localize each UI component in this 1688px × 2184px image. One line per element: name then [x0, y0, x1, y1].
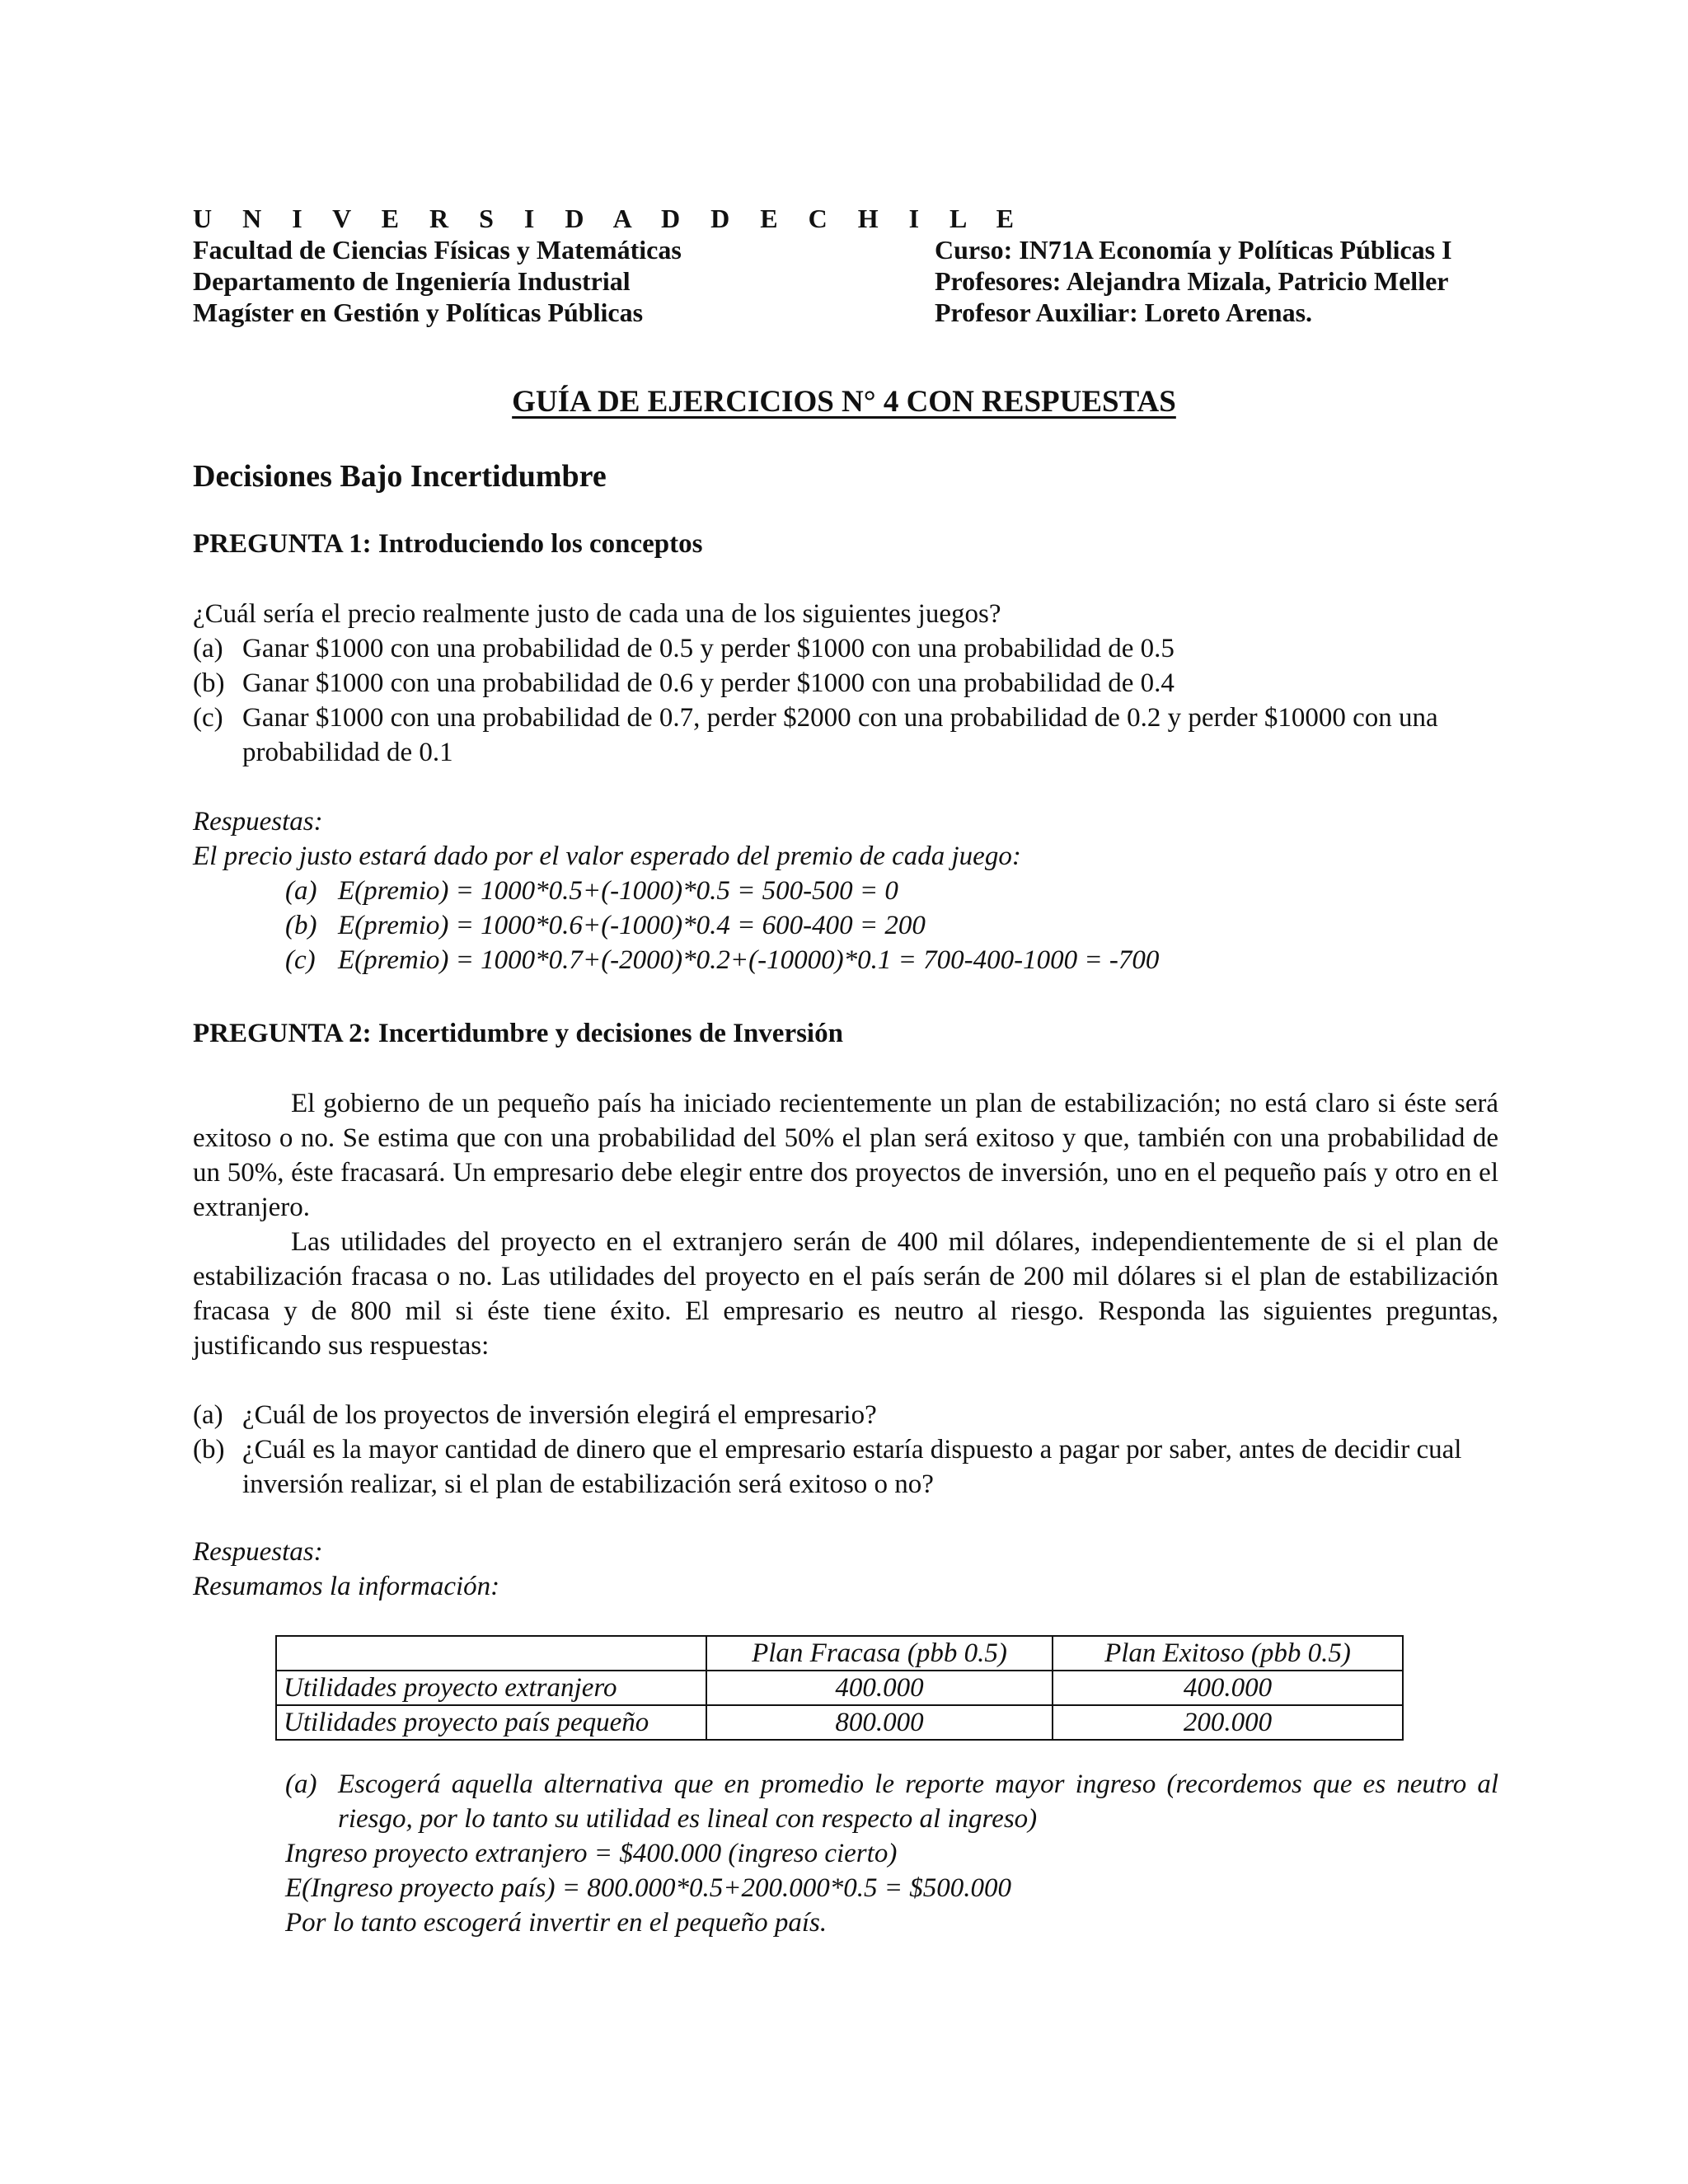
course-name: Curso: IN71A Economía y Políticas Públicas I [935, 235, 1452, 265]
section-title: Decisiones Bajo Incertidumbre [193, 459, 607, 494]
q1-item [193, 701, 1498, 770]
q1-answer-text: E(premio) = 1000*0.7+(-2000)*0.2+(-10000)*0.1 = 700-400-1000 = -700 [338, 945, 1160, 975]
q2-answer-a [193, 1767, 1498, 1940]
q1-heading: PREGUNTA 1: Introduciendo los conceptos [193, 529, 703, 559]
q1-answer-label: (b) [285, 911, 317, 940]
q2-answers-label: Respuestas: [193, 1537, 323, 1567]
table-cell: 800.000 [706, 1705, 1053, 1740]
assistant-professor: Profesor Auxiliar: Loreto Arenas. [935, 298, 1313, 327]
header-right [935, 234, 1452, 328]
q2-answers-header [193, 1535, 1498, 1604]
header-left [193, 203, 1025, 328]
q2-questions [193, 1398, 1498, 1502]
document-title: GUÍA DE EJERCICIOS N° 4 CON RESPUESTAS [512, 385, 1176, 419]
university-name: U N I V E R S I D A D D E C H I L E [193, 204, 1026, 233]
q2-calc-country: E(Ingreso proyecto país) = 800.000*0.5+200.000*0.5 = $500.000 [285, 1873, 1012, 1903]
q1-answer [285, 874, 1498, 908]
q2-item-text: ¿Cuál de los proyectos de inversión elegirá el empresario? [242, 1400, 877, 1430]
q2-calc-foreign: Ingreso proyecto extranjero = $400.000 (ingreso cierto) [285, 1839, 898, 1868]
q2-answer-a-item [285, 1767, 1498, 1836]
q1-answers-label: Respuestas: [193, 807, 323, 837]
q2-item-label: (b) [193, 1435, 225, 1465]
q1-intro: ¿Cuál sería el precio realmente justo de cada una de los siguientes juegos? [193, 599, 1001, 629]
q2-item-text: ¿Cuál es la mayor cantidad de dinero que el empresario estaría dispuesto a pagar por saber, antes de decidir cual inversión realizar, si el plan de estabilización será exitoso o no? [242, 1435, 1462, 1499]
q1-item [193, 631, 1498, 666]
q1-answers [193, 804, 1498, 977]
q2-answer-a-text: Escogerá aquella alternativa que en promedio le reporte mayor ingreso (recordemos que es neutro al riesgo, por lo tanto su utilidad es lineal con respecto al ingreso) [338, 1769, 1498, 1834]
q1-item-label: (a) [193, 634, 223, 663]
table-header-cell: Plan Fracasa (pbb 0.5) [706, 1636, 1053, 1671]
table-cell: Utilidades proyecto país pequeño [276, 1705, 706, 1740]
q2-item-label: (a) [193, 1400, 223, 1430]
table-header-cell [276, 1636, 706, 1671]
q2-conclusion: Por lo tanto escogerá invertir en el pequeño país. [285, 1908, 828, 1938]
q1-item-label: (b) [193, 668, 225, 698]
q1-answer [285, 943, 1498, 977]
table-row [276, 1671, 1403, 1705]
q1-item-text: Ganar $1000 con una probabilidad de 0.7, perder $2000 con una probabilidad de 0.2 y perder $10000 con una probabilidad de 0.1 [242, 703, 1438, 767]
q1-item-label: (c) [193, 703, 223, 733]
q1-answers-intro: El precio justo estará dado por el valor esperado del premio de cada juego: [193, 841, 1021, 871]
table-header-row [276, 1636, 1403, 1671]
q2-answer-a-wrap [193, 1767, 1498, 1940]
table-cell: 400.000 [706, 1671, 1053, 1705]
q2-answers-intro: Resumamos la información: [193, 1572, 500, 1601]
info-table [275, 1635, 1404, 1741]
q1-item [193, 666, 1498, 701]
q1-statement [193, 597, 1498, 770]
q2-answer-a-label: (a) [285, 1769, 317, 1799]
q2-paragraph-2: Las utilidades del proyecto en el extranjero serán de 400 mil dólares, independientemente de si el plan de estabilización fracasa o no. Las utilidades del proyecto en el país serán de 200 mil dólares si el plan de estabilización fracasa y de 800 mil si éste tiene éxito. El empresario es neutro al riesgo. Responda las siguientes preguntas, justificando sus respuestas: [193, 1227, 1498, 1361]
q1-answer-text: E(premio) = 1000*0.6+(-1000)*0.4 = 600-400 = 200 [338, 911, 926, 940]
table-cell: 400.000 [1053, 1671, 1403, 1705]
q1-answer-list [193, 874, 1498, 977]
q2-heading: PREGUNTA 2: Incertidumbre y decisiones de Inversión [193, 1019, 843, 1048]
department-name: Departamento de Ingeniería Industrial [193, 266, 631, 296]
faculty-name: Facultad de Ciencias Físicas y Matemáticas [193, 235, 682, 265]
program-name: Magíster en Gestión y Políticas Públicas [193, 298, 644, 327]
q1-answer [285, 908, 1498, 943]
professors: Profesores: Alejandra Mizala, Patricio Meller [935, 266, 1449, 296]
q1-answer-text: E(premio) = 1000*0.5+(-1000)*0.5 = 500-500 = 0 [338, 876, 898, 906]
table-row [276, 1705, 1403, 1740]
table-cell: Utilidades proyecto extranjero [276, 1671, 706, 1705]
q2-item [193, 1432, 1498, 1502]
table-header-cell: Plan Exitoso (pbb 0.5) [1053, 1636, 1403, 1671]
table-cell: 200.000 [1053, 1705, 1403, 1740]
q1-item-text: Ganar $1000 con una probabilidad de 0.5 y perder $1000 con una probabilidad de 0.5 [242, 634, 1175, 663]
q2-item [193, 1398, 1498, 1432]
q1-item-text: Ganar $1000 con una probabilidad de 0.6 y perder $1000 con una probabilidad de 0.4 [242, 668, 1175, 698]
q2-statement [193, 1086, 1498, 1363]
q1-answer-label: (c) [285, 945, 316, 975]
q1-answer-label: (a) [285, 876, 317, 906]
q2-paragraph-1: El gobierno de un pequeño país ha iniciado recientemente un plan de estabilización; no está claro si éste será exitoso o no. Se estima que con una probabilidad del 50% el plan será exitoso y que, también con una probabilidad de un 50%, éste fracasará. Un empresario debe elegir entre dos proyectos de inversión, uno en el pequeño país y otro en el extranjero. [193, 1089, 1498, 1222]
